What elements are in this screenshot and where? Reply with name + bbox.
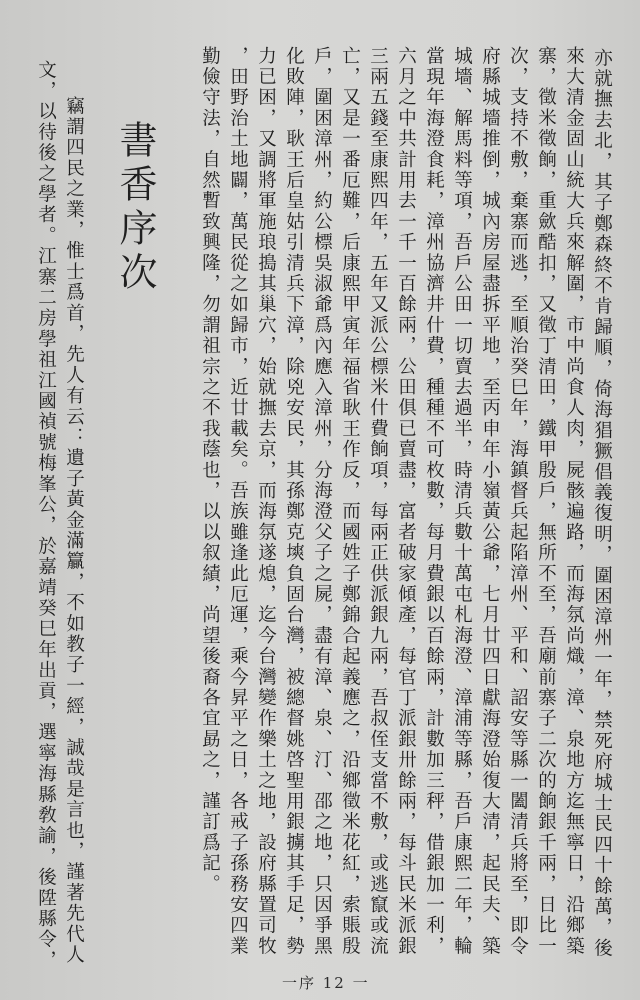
main-text-line: 亦就撫去北，其子鄭森終不肯歸順，倚海猖獗倡義復明，圍困漳州一年，禁死府城士民四十餘萬，後 (591, 48, 613, 959)
preface-text-line: 竊謂四民之業，惟士爲首，先人有云：遺子黃金滿籯，不如教子一經，誠哉是言也，謹著先代人 (63, 96, 85, 966)
main-text-line: 府縣城墻推倒，城內房屋盡拆平地，至丙申年小嶺黃公爺，七月廿四日獻海澄始復大清，起民夫、築 (479, 46, 501, 957)
main-text-line: 亡，又是一番厄難，后康熙甲寅年福省耿王作反，而國姓子鄭錦合起義應之，沿鄉徵米花紅，索賬殷 (339, 46, 361, 957)
main-text-line: 來大清金固山統大兵來解圍，市中尚食人肉，屍骸遍路，而海氛尚熾，漳、泉地方迄無寧日，沿鄉築 (563, 46, 585, 957)
section-heading: 書香序次 (113, 120, 157, 296)
main-text-line: 城墻、解馬料等項，吾戶公田一切賣去過半，時清兵數十萬屯札海澄、漳浦等縣，吾戶康熙二年，輪 (451, 46, 473, 957)
main-text-line: 寨，徵米徵餉，重歛酷扣，又徵丁清田，鐵甲殷戶，無所不至，吾廟前寨子二次的餉銀千兩，日比一 (535, 46, 557, 957)
main-text-line: 勤儉守法，自然暫致興隆，勿謂祖宗之不我蔭也，以以叙績，尚望後裔各宜勗之，謹訂爲記。 (199, 46, 221, 895)
main-text-line: 化敗陣，耿王后皇姑引清兵下漳，除兇安民，其孫鄭克塽負固台灣，被總督姚啓聖用銀擄其手足，勢 (283, 46, 305, 957)
main-text-line: 力已困，又調將軍施琅搗其巢穴，始就撫去京，而海氛遂熄，迄今台灣變作樂土之地，設府縣置司牧 (255, 46, 277, 957)
main-text-line: 六月之中共計用去一千一百餘兩，公田俱已賣盡，富者破家傾產，每官丁派銀卅餘兩，每斗民米派銀 (395, 46, 417, 957)
main-text-line: 次，支持不敷，棄寨而逃，至順治癸巳年，海鎮督兵起陷漳州、平和、詔安等縣一闔清兵將至，即令 (507, 46, 529, 957)
preface-text-line: 文，以待後之學者。江寨二房學祖江國禎號梅峯公，於嘉靖癸巳年出貢，選寧海縣敎諭，後陞縣令， (35, 60, 57, 971)
main-text-line: 戶，圍困漳州，約公標吳淑爺爲內應入漳州，分海澄父子之屍，盡有漳、泉、汀、邵之地，只因爭黑 (311, 46, 333, 957)
main-text-line: 三兩五錢至康熙四年，五年又派公標米什費餉項，每兩正供派銀九兩，吾叔侄支當不敷，或逃竄或流 (367, 46, 389, 957)
main-text-line: 當現年海澄食耗，漳州協濟井什費，種種不可枚數，每月費銀以百餘兩，計數加三秤，借銀加一利， (423, 46, 445, 957)
main-text-line: ，田野治土地闢，萬民從之如歸市，近廿載矣。吾族雖逢此厄運，乘今昇平之日，各戒子孫務安四業 (227, 46, 249, 957)
page-number: 一序 12 一 (282, 974, 370, 992)
